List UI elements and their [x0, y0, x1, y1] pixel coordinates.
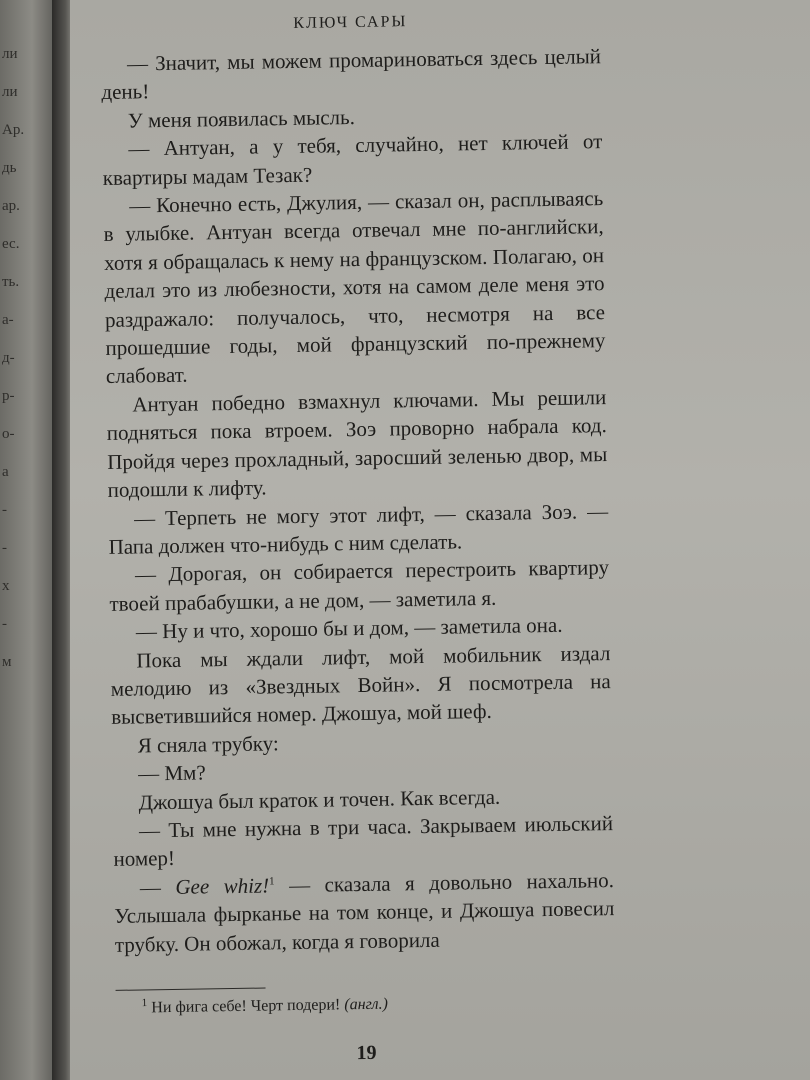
left-page-fragment: х	[2, 578, 10, 594]
left-page-fragment: -	[2, 502, 7, 518]
page-content	[100, 0, 617, 1080]
left-page-fragment: -	[2, 540, 7, 556]
left-page-fragment: ли	[2, 46, 18, 62]
paragraph-gee-whiz	[114, 866, 615, 959]
left-page-fragment: Ар.	[2, 122, 25, 138]
paragraph: — Конечно есть, Джулия, — сказал он, расплываясь в улыбке. Антуан всегда отвечал мне по-английски, хотя я обращалась к нему на французском. Полагаю, он делал это из любезности, хотя на самом деле меня это раздражало: получалось, что, несмотря на все прошедшие годы, мой французский по-прежнему слабоват.	[103, 186, 606, 389]
footnote-mark: 1	[268, 875, 275, 888]
paragraph: У меня появилась мысль.	[127, 104, 356, 133]
footnote-lang: (англ.)	[344, 995, 389, 1014]
footnote-number: 1	[141, 997, 148, 1010]
paragraph: — Ну и что, хорошо бы и дом, — заметила она.	[135, 612, 563, 644]
paragraph-rest: — сказала я довольно нахально. Услышала фырканье на том конце, и Джошуа повесил трубку. Он обожал, когда я говорила	[114, 867, 615, 957]
paragraph: Антуан победно взмахнул ключами. Мы решили подняться пока втроем. Зоэ проворно набрала код. Пройдя через прохладный, заросший зеленью двор, мы подошли к лифту.	[106, 384, 608, 503]
italic-phrase: Gee whiz!	[175, 873, 270, 899]
left-page-edge	[0, 0, 58, 1080]
running-head: КЛЮЧ САРЫ	[293, 13, 408, 32]
paragraph: — Значит, мы можем промариноваться здесь целый день!	[101, 44, 602, 105]
left-page-fragment: м	[2, 654, 12, 670]
left-page-fragment: ли	[2, 84, 18, 100]
left-page-fragment: ес.	[2, 236, 20, 252]
paragraph: Джошуа был краток и точен. Как всегда.	[138, 784, 501, 815]
left-page-fragment: ар.	[2, 198, 20, 214]
dash: —	[139, 874, 176, 900]
left-page-text-fragments	[2, 40, 42, 686]
left-page-fragment: а-	[2, 312, 14, 328]
left-page-fragment: о-	[2, 426, 15, 442]
body-text	[101, 42, 615, 959]
footnote-divider	[116, 988, 266, 991]
book-page	[70, 0, 810, 1080]
left-page-fragment: а	[2, 464, 9, 480]
paragraph: — Терпеть не могу этот лифт, — сказала Зоэ. — Папа должен что-нибудь с ним сделать.	[108, 498, 609, 559]
left-page-fragment: дь	[2, 160, 17, 176]
footnote	[142, 992, 622, 1018]
left-page-fragment: д-	[2, 350, 15, 366]
paragraph: — Антуан, а у тебя, случайно, нет ключей от квартиры мадам Тезак?	[102, 129, 603, 190]
paragraph: — Ты мне нужна в три часа. Закрываем июльский номер!	[113, 811, 614, 872]
paragraph: — Дорогая, он собирается перестроить квартиру твоей прабабушки, а не дом, — заметила я.	[109, 555, 610, 616]
paragraph: Пока мы ждали лифт, мой мобильник издал мелодию из «Звездных Войн». Я посмотрела на высветившийся номер. Джошуа, мой шеф.	[110, 640, 611, 730]
left-page-fragment: р-	[2, 388, 15, 404]
page-number: 19	[356, 1041, 377, 1065]
paragraph: — Мм?	[137, 760, 206, 786]
footnote-text: Ни фига себе! Черт подери!	[151, 996, 345, 1017]
left-page-fragment: ть.	[2, 274, 20, 290]
left-page-fragment: -	[2, 616, 7, 632]
paragraph: Я сняла трубку:	[137, 731, 279, 758]
